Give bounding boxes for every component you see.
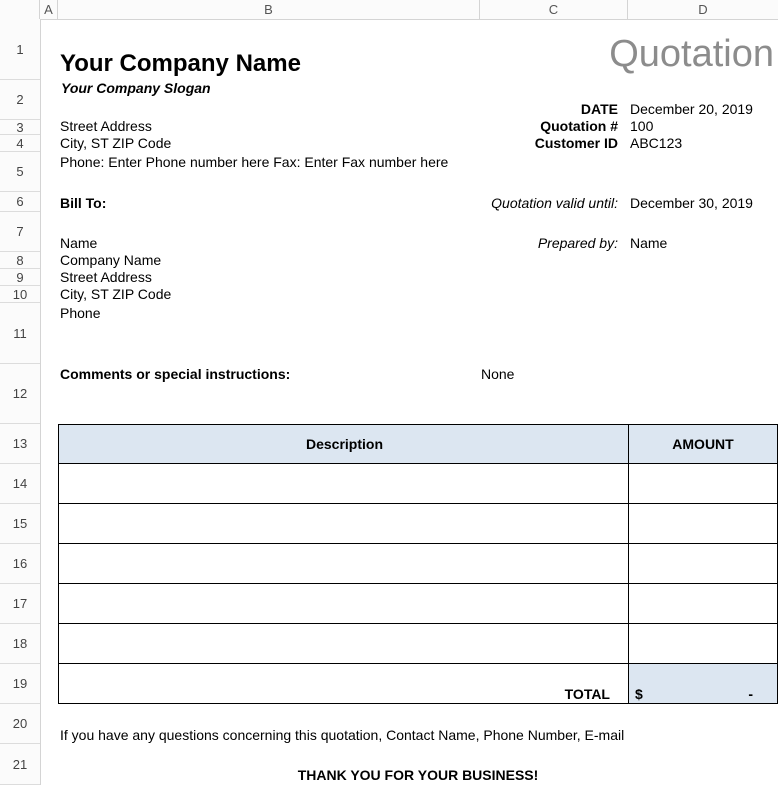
- bill-to-company: Company Name: [60, 252, 162, 268]
- bill-to-name: Name: [60, 235, 98, 251]
- company-name: Your Company Name: [60, 50, 301, 77]
- column-header-b[interactable]: B: [58, 0, 480, 19]
- table-row: [58, 584, 778, 624]
- total-row: [58, 664, 778, 704]
- bill-to-street: Street Address: [60, 269, 152, 285]
- table-row: [58, 464, 778, 504]
- row-header-14[interactable]: 14: [0, 464, 40, 504]
- table-header-row: [58, 424, 778, 464]
- amount-cell[interactable]: [628, 504, 778, 544]
- description-header: Description: [305, 436, 383, 452]
- company-phone-fax: Phone: Enter Phone number here Fax: Enter Fax number here: [60, 154, 449, 170]
- total-label: TOTAL: [564, 686, 610, 702]
- column-header-bar: [0, 0, 778, 20]
- amount-cell[interactable]: [628, 464, 778, 504]
- amount-cell[interactable]: [628, 624, 778, 664]
- customer-id-label: Customer ID: [534, 135, 618, 151]
- row-header-21[interactable]: 21: [0, 744, 40, 785]
- select-all-corner[interactable]: [0, 0, 40, 19]
- total-amount-cell[interactable]: [628, 664, 778, 704]
- comments-value[interactable]: None: [481, 366, 515, 382]
- prepared-by-label: Prepared by:: [537, 235, 618, 251]
- row-header-12[interactable]: 12: [0, 364, 40, 424]
- amount-header-cell[interactable]: [628, 424, 778, 464]
- date-label: DATE: [580, 101, 618, 117]
- prepared-by-value: Name: [630, 235, 668, 251]
- company-street: Street Address: [60, 118, 152, 134]
- description-cell[interactable]: [58, 504, 629, 544]
- column-header-d[interactable]: D: [698, 2, 708, 17]
- row-header-11[interactable]: 11: [0, 303, 40, 364]
- description-cell[interactable]: [58, 464, 629, 504]
- row-header-18[interactable]: 18: [0, 624, 40, 664]
- total-label-cell[interactable]: [58, 664, 629, 704]
- questions-note: If you have any questions concerning this quotation, Contact Name, Phone Number, E-mail: [60, 727, 625, 743]
- amount-header: AMOUNT: [672, 436, 734, 452]
- company-slogan: Your Company Slogan: [61, 80, 211, 96]
- row-header-15[interactable]: 15: [0, 504, 40, 544]
- table-row: [58, 504, 778, 544]
- amount-cell[interactable]: [628, 544, 778, 584]
- quotation-number-label: Quotation #: [540, 118, 618, 134]
- description-header-cell[interactable]: [58, 424, 629, 464]
- row-header-10[interactable]: 10: [0, 286, 40, 303]
- thank-you-note: THANK YOU FOR YOUR BUSINESS!: [297, 767, 539, 783]
- description-cell[interactable]: [58, 624, 629, 664]
- company-city: City, ST ZIP Code: [60, 135, 172, 151]
- column-header-c[interactable]: C: [480, 0, 628, 19]
- date-value: December 20, 2019: [630, 101, 753, 117]
- row-header-5[interactable]: 5: [0, 152, 40, 192]
- row-header-9[interactable]: 9: [0, 269, 40, 286]
- column-header-a[interactable]: A: [40, 0, 58, 19]
- row-header-6[interactable]: 6: [0, 192, 40, 212]
- comments-label: Comments or special instructions:: [60, 366, 291, 382]
- description-cell[interactable]: [58, 544, 629, 584]
- row-header-13[interactable]: 13: [0, 424, 40, 464]
- amount-cell[interactable]: [628, 584, 778, 624]
- row-header-7[interactable]: 7: [0, 212, 40, 252]
- valid-until-value: December 30, 2019: [630, 195, 753, 211]
- quotation-number-value: 100: [630, 118, 654, 134]
- valid-until-label: Quotation valid until:: [491, 195, 618, 211]
- description-cell[interactable]: [58, 584, 629, 624]
- bill-to-phone: Phone: [60, 305, 101, 321]
- row-header-20[interactable]: 20: [0, 704, 40, 744]
- total-value: -: [748, 686, 753, 702]
- document-title: Quotation: [609, 33, 774, 75]
- bill-to-label: Bill To:: [60, 195, 107, 211]
- row-header-19[interactable]: 19: [0, 664, 40, 704]
- total-currency: $: [635, 686, 643, 702]
- row-header-1[interactable]: 1: [0, 19, 40, 80]
- row-header-4[interactable]: 4: [0, 135, 40, 152]
- table-row: [58, 544, 778, 584]
- customer-id-value: ABC123: [630, 135, 683, 151]
- row-header-17[interactable]: 17: [0, 584, 40, 624]
- row-header-2[interactable]: 2: [0, 80, 40, 120]
- row-header-3[interactable]: 3: [0, 120, 40, 135]
- bill-to-city: City, ST ZIP Code: [60, 286, 172, 302]
- row-header-8[interactable]: 8: [0, 252, 40, 269]
- row-header-16[interactable]: 16: [0, 544, 40, 584]
- table-row: [58, 624, 778, 664]
